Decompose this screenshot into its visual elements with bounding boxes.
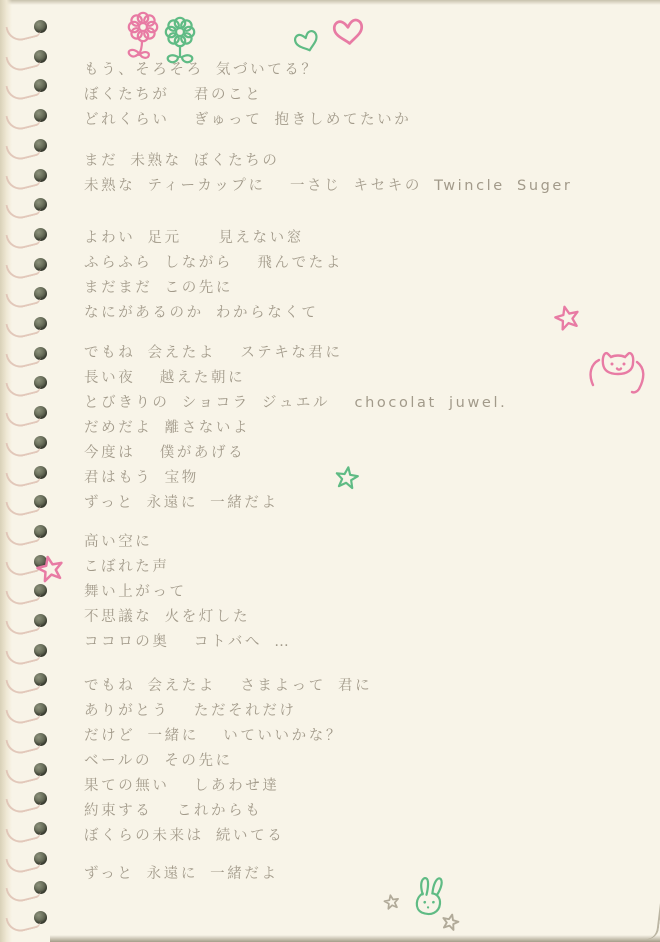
spiral-ring — [34, 406, 47, 419]
lyric-line: 果ての無い しあわせ達 — [84, 778, 280, 794]
spiral-ring — [34, 584, 47, 597]
spiral-ring — [34, 495, 47, 508]
spiral-ring — [34, 198, 47, 211]
spiral-ring — [34, 376, 47, 389]
spiral-ring — [34, 733, 47, 746]
spiral-ring — [34, 703, 47, 716]
lyric-line: ずっと 永遠に 一緒だよ — [84, 866, 279, 882]
spiral-ring — [34, 466, 47, 479]
lyric-line: 高い空に — [84, 534, 153, 550]
lyric-line: 今度は 僕があげる — [84, 445, 246, 461]
spiral-ring — [34, 852, 47, 865]
lyric-stanza — [84, 226, 343, 326]
lyric-line: ぼくらの未来は 続いてる — [84, 828, 285, 844]
lyric-stanza — [84, 149, 573, 199]
lyric-line: よわい 足元 見えない窓 — [84, 230, 304, 246]
lyric-line: まだ 未熟な ぼくたちの — [84, 153, 280, 169]
lyric-line: ふらふら しながら 飛んでたよ — [84, 255, 343, 271]
lyrics-text — [84, 0, 644, 942]
lyric-line: 舞い上がって — [84, 584, 187, 600]
lyric-line: こぼれた声 — [84, 559, 170, 575]
lyric-stanza — [84, 674, 372, 849]
spiral-ring — [34, 228, 47, 241]
spiral-ring — [34, 644, 47, 657]
spiral-ring — [34, 20, 47, 33]
lyric-line: ココロの奥 コトバへ … — [84, 634, 292, 650]
lyric-line: 君はもう 宝物 — [84, 470, 199, 486]
spiral-ring — [34, 139, 47, 152]
spiral-ring — [34, 50, 47, 63]
pink-star-doodle-left — [32, 550, 68, 586]
spiral-ring — [34, 792, 47, 805]
lyric-line: でもね 会えたよ さまよって 君に — [84, 678, 373, 694]
spiral-ring — [34, 614, 47, 627]
page-bottom-edge-shadow — [50, 935, 660, 942]
lyric-line: だけど 一緒に いていいかな？ — [84, 728, 343, 744]
lyric-line: ずっと 永遠に 一緒だよ — [84, 495, 279, 511]
lyric-line: 約束する これからも — [84, 803, 263, 819]
lyric-line: ぼくたちが 君のこと — [84, 87, 263, 103]
spiral-ring — [34, 317, 47, 330]
spiral-ring — [34, 911, 47, 924]
spiral-ring — [34, 763, 47, 776]
spiral-ring — [34, 822, 47, 835]
lyric-line: 長い夜 越えた朝に — [84, 370, 246, 386]
spiral-binding — [0, 0, 60, 942]
spiral-ring — [34, 436, 47, 449]
spiral-ring — [34, 109, 47, 122]
lyric-line: ありがとう ただそれだけ — [84, 703, 297, 719]
lyric-line: もう、そろそろ 気づいてる？ — [84, 62, 319, 78]
lyric-line: なにがあるのか わからなくて — [84, 305, 319, 321]
spiral-ring — [34, 347, 47, 360]
lyric-line: だめだよ 離さないよ — [84, 420, 251, 436]
spiral-ring — [34, 881, 47, 894]
spiral-ring — [34, 79, 47, 92]
lyric-line: 未熟な ティーカップに 一さじ キセキの Twincle Suger — [84, 178, 573, 194]
lyric-line: でもね 会えたよ ステキな君に — [84, 345, 343, 361]
spiral-ring — [34, 525, 47, 538]
spiral-ring — [34, 673, 47, 686]
lyric-line: とびきりの ショコラ ジュエル chocolat juwel. — [84, 395, 508, 411]
spiral-ring — [34, 258, 47, 271]
lyric-stanza — [84, 530, 291, 655]
lyric-line: ベールの その先に — [84, 753, 233, 769]
spiral-ring — [34, 287, 47, 300]
lyric-stanza — [84, 58, 411, 133]
lyric-line: どれくらい ぎゅって 抱きしめてたいか — [84, 112, 412, 128]
lyric-stanza — [84, 862, 279, 887]
lyric-line: まだまだ この先に — [84, 280, 234, 296]
lyric-line: 不思議な 火を灯した — [84, 609, 251, 625]
spiral-ring — [34, 169, 47, 182]
lyric-stanza — [84, 341, 507, 516]
